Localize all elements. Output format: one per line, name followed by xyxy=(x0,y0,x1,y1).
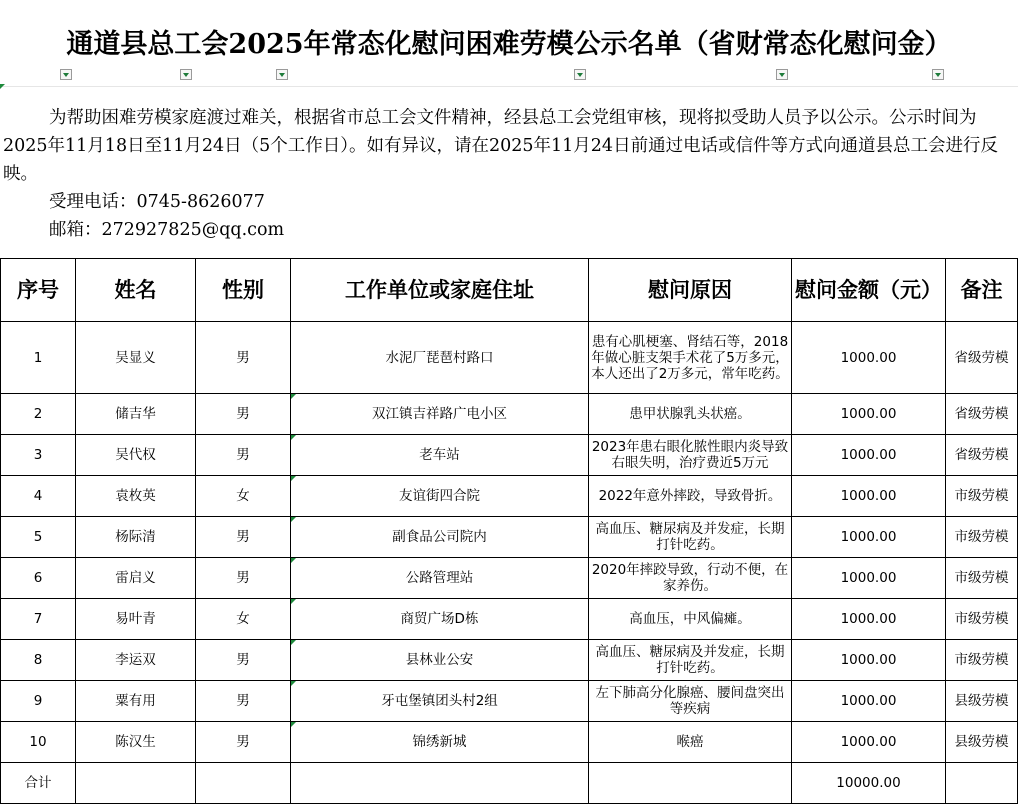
cell-note[interactable]: 省级劳模 xyxy=(946,394,1018,435)
cell-address[interactable]: 副食品公司院内 xyxy=(291,517,589,558)
cell-gender[interactable]: 男 xyxy=(196,722,291,763)
cell-note[interactable]: 市级劳模 xyxy=(946,558,1018,599)
cell-name[interactable]: 吴显义 xyxy=(76,322,196,394)
cell-address[interactable]: 商贸广场D栋 xyxy=(291,599,589,640)
cell-reason[interactable]: 左下肺高分化腺癌、腰间盘突出等疾病 xyxy=(589,681,792,722)
cell-name[interactable]: 陈汉生 xyxy=(76,722,196,763)
cell-name[interactable]: 易叶青 xyxy=(76,599,196,640)
cell-amount[interactable]: 1000.00 xyxy=(792,394,946,435)
total-label[interactable]: 合计 xyxy=(1,763,76,804)
cell-name[interactable]: 雷启义 xyxy=(76,558,196,599)
cell-note[interactable]: 县级劳模 xyxy=(946,722,1018,763)
cell-gender[interactable]: 男 xyxy=(196,640,291,681)
cell-reason[interactable]: 高血压，中风偏瘫。 xyxy=(589,599,792,640)
cell-no[interactable]: 7 xyxy=(1,599,76,640)
cell-note[interactable]: 省级劳模 xyxy=(946,435,1018,476)
cell-note[interactable]: 县级劳模 xyxy=(946,681,1018,722)
table-row xyxy=(1,435,1018,476)
cell-address[interactable]: 友谊街四合院 xyxy=(291,476,589,517)
cell-address[interactable]: 牙屯堡镇团头村2组 xyxy=(291,681,589,722)
table-row xyxy=(1,322,1018,394)
cell-gender[interactable]: 男 xyxy=(196,558,291,599)
empty-cell[interactable] xyxy=(589,763,792,804)
cell-no[interactable]: 3 xyxy=(1,435,76,476)
cell-no[interactable]: 9 xyxy=(1,681,76,722)
cell-reason[interactable]: 2020年摔跤导致，行动不便，在家养伤。 xyxy=(589,558,792,599)
cell-name[interactable]: 粟有用 xyxy=(76,681,196,722)
empty-cell[interactable] xyxy=(76,763,196,804)
cell-gender[interactable]: 女 xyxy=(196,599,291,640)
total-amount[interactable]: 10000.00 xyxy=(792,763,946,804)
cell-gender[interactable]: 男 xyxy=(196,517,291,558)
filter-row xyxy=(0,66,1018,87)
cell-amount[interactable]: 1000.00 xyxy=(792,722,946,763)
empty-cell[interactable] xyxy=(946,763,1018,804)
cell-name[interactable]: 杨际清 xyxy=(76,517,196,558)
notice-phone: 受理电话：0745-8626077 xyxy=(49,192,265,212)
cell-reason[interactable]: 2023年患右眼化脓性眼内炎导致右眼失明，治疗费近5万元 xyxy=(589,435,792,476)
cell-amount[interactable]: 1000.00 xyxy=(792,476,946,517)
filter-dropdown-icon[interactable] xyxy=(180,69,192,80)
table-row xyxy=(1,476,1018,517)
filter-dropdown-icon[interactable] xyxy=(932,69,944,80)
cell-reason[interactable]: 高血压、糖尿病及并发症，长期打针吃药。 xyxy=(589,517,792,558)
table-row xyxy=(1,599,1018,640)
table-row xyxy=(1,394,1018,435)
table-row xyxy=(1,558,1018,599)
cell-amount[interactable]: 1000.00 xyxy=(792,517,946,558)
header-cell: 序号 xyxy=(1,259,76,322)
cell-reason[interactable]: 喉癌 xyxy=(589,722,792,763)
cell-gender[interactable]: 男 xyxy=(196,394,291,435)
cell-gender[interactable]: 男 xyxy=(196,322,291,394)
cell-name[interactable]: 李运双 xyxy=(76,640,196,681)
filter-dropdown-icon[interactable] xyxy=(574,69,586,80)
cell-address[interactable]: 水泥厂琵琶村路口 xyxy=(291,322,589,394)
cell-amount[interactable]: 1000.00 xyxy=(792,435,946,476)
cell-amount[interactable]: 1000.00 xyxy=(792,640,946,681)
notice-email: 邮箱：272927825@qq.com xyxy=(49,220,285,240)
header-cell: 姓名 xyxy=(76,259,196,322)
cell-gender[interactable]: 男 xyxy=(196,435,291,476)
filter-dropdown-icon[interactable] xyxy=(276,69,288,80)
table-header-row xyxy=(1,259,1018,322)
cell-gender[interactable]: 女 xyxy=(196,476,291,517)
cell-note[interactable]: 市级劳模 xyxy=(946,599,1018,640)
notice-text xyxy=(3,104,1015,244)
table-total-row xyxy=(1,763,1018,804)
table-row xyxy=(1,517,1018,558)
cell-note[interactable]: 市级劳模 xyxy=(946,517,1018,558)
cell-address[interactable]: 公路管理站 xyxy=(291,558,589,599)
empty-cell[interactable] xyxy=(196,763,291,804)
header-cell: 工作单位或家庭住址 xyxy=(291,259,589,322)
cell-name[interactable]: 吴代权 xyxy=(76,435,196,476)
recipient-table xyxy=(0,258,1018,804)
table-row xyxy=(1,681,1018,722)
cell-note[interactable]: 市级劳模 xyxy=(946,640,1018,681)
header-cell: 备注 xyxy=(946,259,1018,322)
cell-address[interactable]: 老车站 xyxy=(291,435,589,476)
cell-no[interactable]: 5 xyxy=(1,517,76,558)
cell-no[interactable]: 10 xyxy=(1,722,76,763)
cell-note[interactable]: 省级劳模 xyxy=(946,322,1018,394)
table-row xyxy=(1,640,1018,681)
cell-reason[interactable]: 2022年意外摔跤，导致骨折。 xyxy=(589,476,792,517)
filter-dropdown-icon[interactable] xyxy=(776,69,788,80)
cell-address[interactable]: 锦绣新城 xyxy=(291,722,589,763)
cell-note[interactable]: 市级劳模 xyxy=(946,476,1018,517)
cell-reason[interactable]: 患甲状腺乳头状癌。 xyxy=(589,394,792,435)
cell-no[interactable]: 8 xyxy=(1,640,76,681)
header-cell: 慰问原因 xyxy=(589,259,792,322)
cell-amount[interactable]: 1000.00 xyxy=(792,681,946,722)
cell-name[interactable]: 储吉华 xyxy=(76,394,196,435)
header-cell: 性别 xyxy=(196,259,291,322)
cell-amount[interactable]: 1000.00 xyxy=(792,558,946,599)
cell-address[interactable]: 县林业公安 xyxy=(291,640,589,681)
notice-paragraph: 为帮助困难劳模家庭渡过难关，根据省市总工会文件精神，经县总工会党组审核，现将拟受助人员予以公示。公示时间为2025年11月18日至11月24日（5个工作日）。如有异议，请在2025年11月24日前通过电话或信件等方式向通道县总工会进行反映。 xyxy=(3,108,999,184)
cell-reason[interactable]: 高血压、糖尿病及并发症，长期打针吃药。 xyxy=(589,640,792,681)
header-cell: 慰问金额（元） xyxy=(792,259,946,322)
cell-reason[interactable]: 患有心肌梗塞、肾结石等，2018年做心脏支架手术花了5万多元，本人还出了2万多元，常年吃药。 xyxy=(589,322,792,394)
cell-gender[interactable]: 男 xyxy=(196,681,291,722)
cell-no[interactable]: 6 xyxy=(1,558,76,599)
cell-amount[interactable]: 1000.00 xyxy=(792,599,946,640)
cell-no[interactable]: 1 xyxy=(1,322,76,394)
cell-address[interactable]: 双江镇吉祥路广电小区 xyxy=(291,394,589,435)
cell-no[interactable]: 2 xyxy=(1,394,76,435)
page-title: 通道县总工会2025年常态化慰问困难劳模公示名单（省财常态化慰问金） xyxy=(66,29,952,60)
empty-cell[interactable] xyxy=(291,763,589,804)
filter-dropdown-icon[interactable] xyxy=(60,69,72,80)
cell-name[interactable]: 袁枚英 xyxy=(76,476,196,517)
table-row xyxy=(1,722,1018,763)
cell-no[interactable]: 4 xyxy=(1,476,76,517)
cell-amount[interactable]: 1000.00 xyxy=(792,322,946,394)
cell-comment-marker xyxy=(0,84,5,89)
